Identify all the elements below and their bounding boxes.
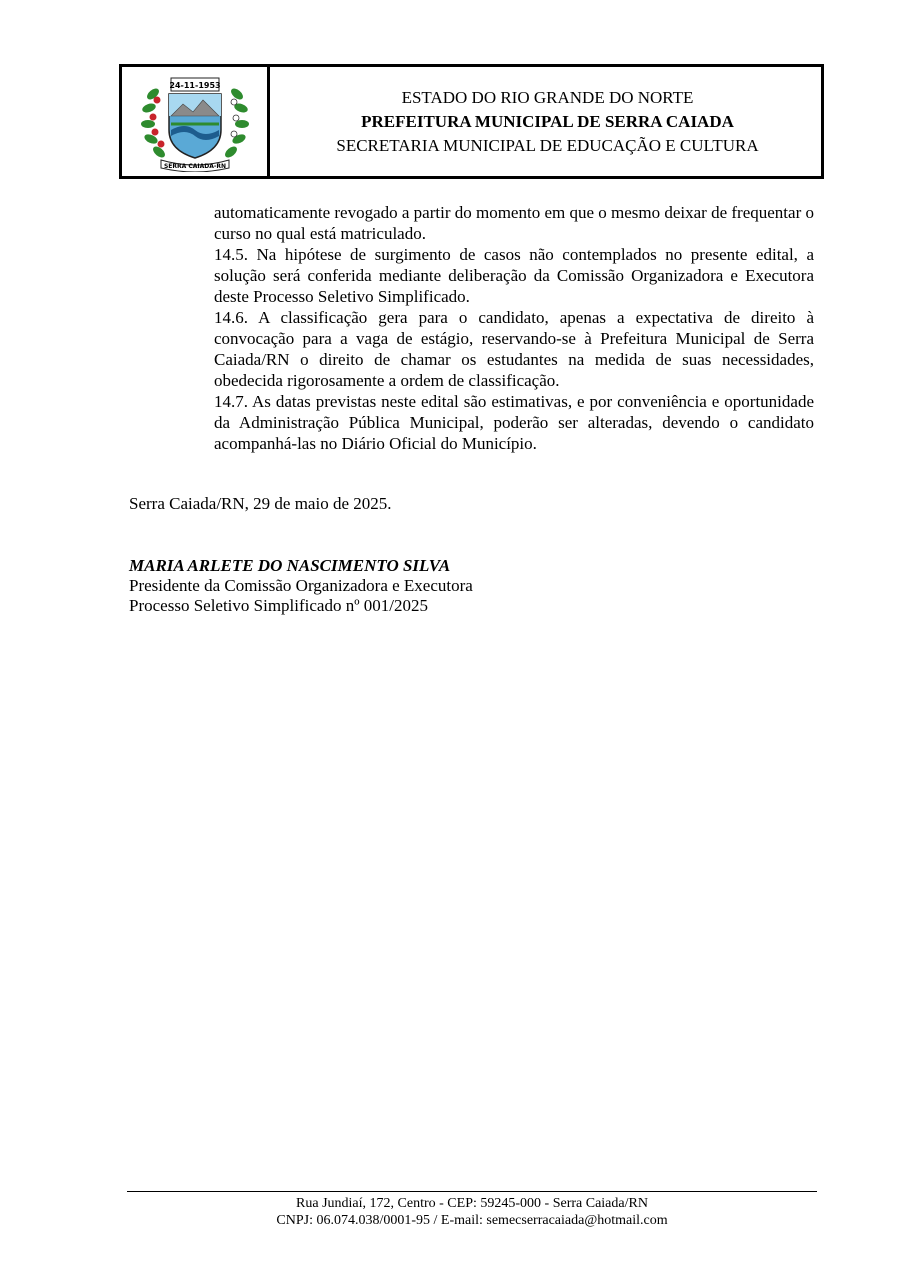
footer-contact: CNPJ: 06.074.038/0001-95 / E-mail: semecserracaiada@hotmail.com (276, 1213, 668, 1228)
place-date: Serra Caiada/RN, 29 de maio de 2025. (129, 494, 392, 513)
signature-block (129, 556, 473, 616)
city-hall-name: PREFEITURA MUNICIPAL DE SERRA CAIADA (361, 111, 734, 131)
letterhead (119, 64, 824, 179)
signatory-role: Presidente da Comissão Organizadora e Executora (129, 576, 473, 595)
logo-cell (122, 67, 270, 176)
footer (127, 1195, 817, 1229)
signatory-name: MARIA ARLETE DO NASCIMENTO SILVA (129, 556, 451, 575)
footer-divider (127, 1191, 817, 1192)
paragraph: 14.6. A classificação gera para o candidato, apenas a expectativa de direito à convocação para a vaga de estágio, reservando-se à Prefeitura Municipal de Serra Caiada/RN o direito de chamar os estudantes na medida de suas necessidades, obedecida rigorosamente a ordem de classificação. (214, 308, 814, 390)
letterhead-text (270, 67, 821, 176)
logo-name-ribbon: SERRA CAIADA-RN (163, 162, 226, 170)
document-body (214, 202, 814, 454)
footer-address: Rua Jundiaí, 172, Centro - CEP: 59245-000 - Serra Caiada/RN (296, 1196, 648, 1211)
process-reference: Processo Seletivo Simplificado nº 001/2025 (129, 596, 428, 615)
paragraph: 14.7. As datas previstas neste edital são estimativas, e por conveniência e oportunidade da Administração Pública Municipal, poderão ser alteradas, devendo o candidato acompanhá-las no Diário Oficial do Município. (214, 392, 814, 453)
paragraph: 14.5. Na hipótese de surgimento de casos não contemplados no presente edital, a solução será conferida mediante deliberação da Comissão Organizadora e Executora deste Processo Seletivo Simplificado. (214, 245, 814, 306)
logo-date-ribbon: 24-11-1953 (168, 80, 221, 90)
coat-of-arms-icon (137, 72, 253, 172)
secretariat-name: SECRETARIA MUNICIPAL DE EDUCAÇÃO E CULTURA (336, 135, 759, 155)
state-name: ESTADO DO RIO GRANDE DO NORTE (401, 87, 694, 107)
paragraph: automaticamente revogado a partir do momento em que o mesmo deixar de frequentar o curso no qual está matriculado. (214, 203, 814, 243)
